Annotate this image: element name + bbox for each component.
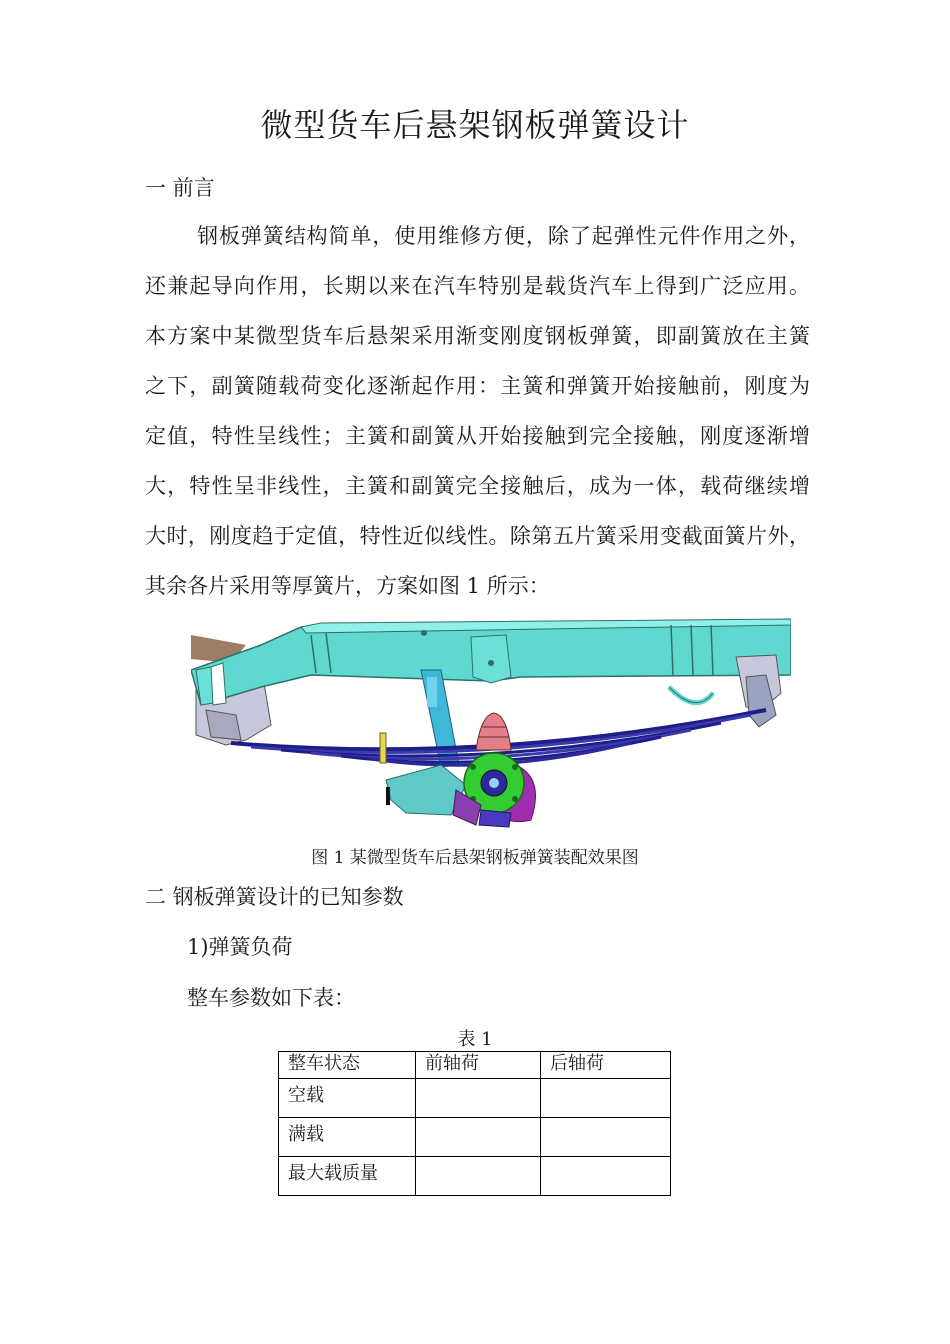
document-title: 微型货车后悬架钢板弹簧设计 [260,106,690,144]
table-intro-text: 整车参数如下表： [187,986,355,1010]
suspension-assembly-figure [191,615,791,837]
table-cell: 最大载质量 [279,1157,416,1196]
table-cell [416,1118,541,1157]
table-header-cell: 整车状态 [279,1052,416,1079]
table-cell: 空载 [279,1079,416,1118]
paragraph-line: 之下，副簧随载荷变化逐渐起作用：主簧和弹簧开始接触前，刚度为 [145,374,810,398]
table-cell [541,1118,671,1157]
paragraph-line: 本方案中某微型货车后悬架采用渐变刚度钢板弹簧，即副簧放在主簧 [145,324,810,348]
preface-paragraph [145,211,810,611]
bump-stop [476,713,511,750]
table-cell [541,1079,671,1118]
paragraph-line: 大时，刚度趋于定值，特性近似线性。除第五片簧采用变截面簧片外， [145,524,810,548]
paragraph-line: 大，特性呈非线性，主簧和副簧完全接触后，成为一体，载荷继续增 [145,474,810,498]
table-caption: 表 1 [457,1029,493,1050]
paragraph-line: 定值，特性呈线性；主簧和副簧从开始接触到完全接触，刚度逐渐增 [145,424,810,448]
paragraph-line: 还兼起导向作用，长期以来在汽车特别是载货汽车上得到广泛应用。 [145,274,810,298]
figure-caption: 图 1 某微型货车后悬架钢板弹簧装配效果图 [311,848,639,868]
paragraph-line: 钢板弹簧结构简单，使用维修方便，除了起弹性元件作用之外， [197,224,810,248]
table-cell [416,1157,541,1196]
section-heading-known-parameters: 二 钢板弹簧设计的已知参数 [145,885,404,909]
section-heading-preface: 一 前言 [145,176,215,200]
table-row [279,1118,671,1157]
table-cell [541,1157,671,1196]
table-cell [416,1079,541,1118]
table-row [279,1079,671,1118]
table-cell: 满载 [279,1118,416,1157]
table-header-cell: 后轴荷 [541,1052,671,1079]
table-header-cell: 前轴荷 [416,1052,541,1079]
spring-clip [380,733,386,763]
table-row [279,1157,671,1196]
vehicle-parameters-table [278,1051,671,1196]
table-header-row [279,1052,671,1079]
paragraph-line: 其余各片采用等厚簧片，方案如图 1 所示： [145,574,550,598]
suspension-assembly-illustration [191,615,791,837]
subheading-spring-load: 1)弹簧负荷 [187,935,293,959]
